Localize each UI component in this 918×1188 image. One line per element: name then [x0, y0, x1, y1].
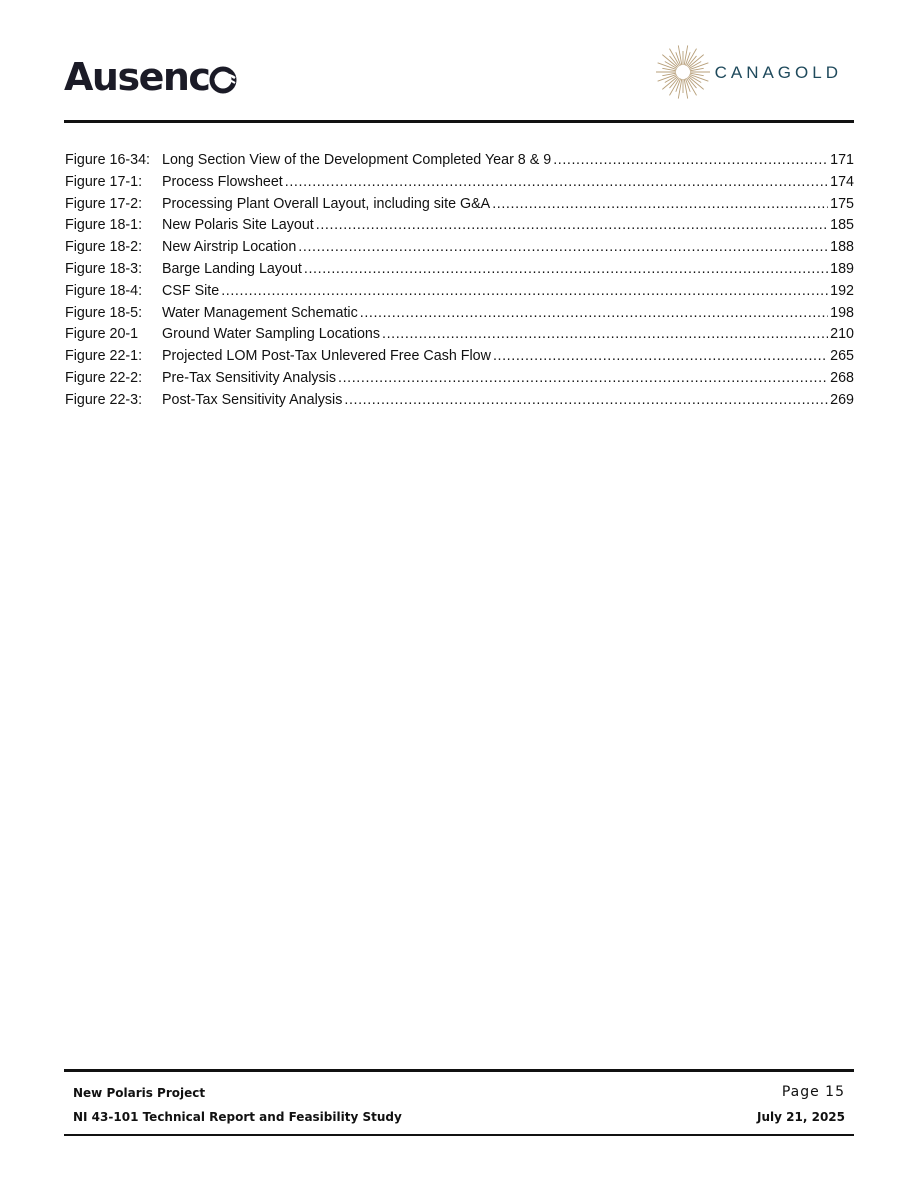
dot-leader: [316, 215, 828, 237]
footer-date: July 21, 2025: [757, 1110, 845, 1124]
canagold-wordmark: CANAGOLD: [714, 63, 842, 82]
dot-leader: [285, 172, 828, 194]
figure-page-number: 189: [830, 260, 854, 277]
figure-number: Figure 18-4:: [65, 282, 143, 299]
figure-page-number: 185: [830, 217, 854, 234]
dot-leader: [492, 194, 828, 216]
dot-leader: [553, 150, 828, 172]
toc-entry[interactable]: [65, 281, 854, 303]
dot-leader: [360, 303, 828, 325]
figure-title: New Polaris Site Layout: [162, 217, 314, 234]
sunburst-ray: [684, 45, 687, 65]
sunburst-ray: [684, 79, 687, 99]
footer-project-name: New Polaris Project: [73, 1086, 206, 1100]
figure-title: Process Flowsheet: [162, 173, 283, 190]
footer-report-title: NI 43-101 Technical Report and Feasibility Study: [73, 1110, 402, 1124]
figure-title: Water Management Schematic: [162, 304, 358, 321]
figure-number: Figure 18-3:: [65, 260, 143, 277]
figure-number: Figure 22-2:: [65, 369, 143, 386]
dot-leader: [493, 346, 828, 368]
figure-title: Pre-Tax Sensitivity Analysis: [162, 369, 337, 386]
ausenco-logo: [64, 54, 242, 100]
toc-entry[interactable]: [65, 237, 854, 259]
figure-number: Figure 17-1:: [65, 173, 143, 190]
figure-number: Figure 18-1:: [65, 217, 143, 234]
figure-title: Post-Tax Sensitivity Analysis: [162, 391, 343, 408]
page-footer: [73, 1083, 845, 1133]
figure-number: Figure 18-5:: [65, 304, 143, 321]
figure-number: Figure 22-1:: [65, 348, 143, 365]
toc-entry[interactable]: [65, 259, 854, 281]
figure-page-number: 192: [830, 282, 854, 299]
header-divider: [64, 120, 854, 123]
footer-divider-bottom: [64, 1134, 854, 1136]
toc-entry[interactable]: [65, 390, 854, 412]
list-of-figures: [65, 150, 854, 412]
figure-page-number: 174: [830, 173, 854, 190]
toc-entry[interactable]: [65, 172, 854, 194]
figure-page-number: 198: [830, 304, 854, 321]
figure-number: Figure 16-34:: [65, 152, 151, 168]
dot-leader: [344, 390, 828, 412]
toc-entry[interactable]: [65, 303, 854, 325]
toc-entry[interactable]: [65, 150, 854, 172]
figure-page-number: 268: [830, 369, 854, 386]
sunburst-ray: [678, 45, 681, 65]
figure-title: Projected LOM Post-Tax Unlevered Free Cash Flow: [162, 348, 491, 365]
figure-number: Figure 17-2:: [65, 195, 143, 212]
figure-title: New Airstrip Location: [162, 239, 297, 256]
figure-number: Figure 18-2:: [65, 239, 143, 256]
figure-title: Barge Landing Layout: [162, 260, 302, 277]
ausenco-swirl-icon: [208, 64, 242, 94]
dot-leader: [382, 324, 828, 346]
figure-title: Long Section View of the Development Completed Year 8 & 9: [162, 152, 552, 168]
figure-title: CSF Site: [162, 282, 220, 299]
toc-entry[interactable]: [65, 215, 854, 237]
figure-title: Processing Plant Overall Layout, including site G&A: [162, 195, 491, 212]
ausenco-wordmark: Ausenc: [64, 55, 210, 99]
figure-page-number: 210: [830, 326, 854, 343]
footer-divider-top: [64, 1069, 854, 1072]
figure-number: Figure 22-3:: [65, 391, 143, 408]
figure-title: Ground Water Sampling Locations: [162, 326, 381, 343]
dot-leader: [304, 259, 828, 281]
canagold-logo: [655, 40, 842, 104]
page-number: Page 15: [781, 1084, 845, 1100]
dot-leader: [221, 281, 828, 303]
figure-page-number: 269: [830, 391, 854, 408]
figure-page-number: 265: [830, 348, 854, 365]
toc-entry[interactable]: [65, 194, 854, 216]
dot-leader: [298, 237, 828, 259]
page-header: [64, 30, 854, 124]
toc-entry[interactable]: [65, 368, 854, 390]
figure-page-number: 188: [830, 239, 854, 256]
figure-page-number: 171: [830, 152, 854, 168]
figure-number: Figure 20-1: [65, 326, 139, 343]
toc-entry[interactable]: [65, 324, 854, 346]
sunburst-ray: [678, 79, 681, 99]
sunburst-icon: [655, 40, 711, 104]
figure-page-number: 175: [830, 195, 854, 212]
dot-leader: [338, 368, 828, 390]
toc-entry[interactable]: [65, 346, 854, 368]
